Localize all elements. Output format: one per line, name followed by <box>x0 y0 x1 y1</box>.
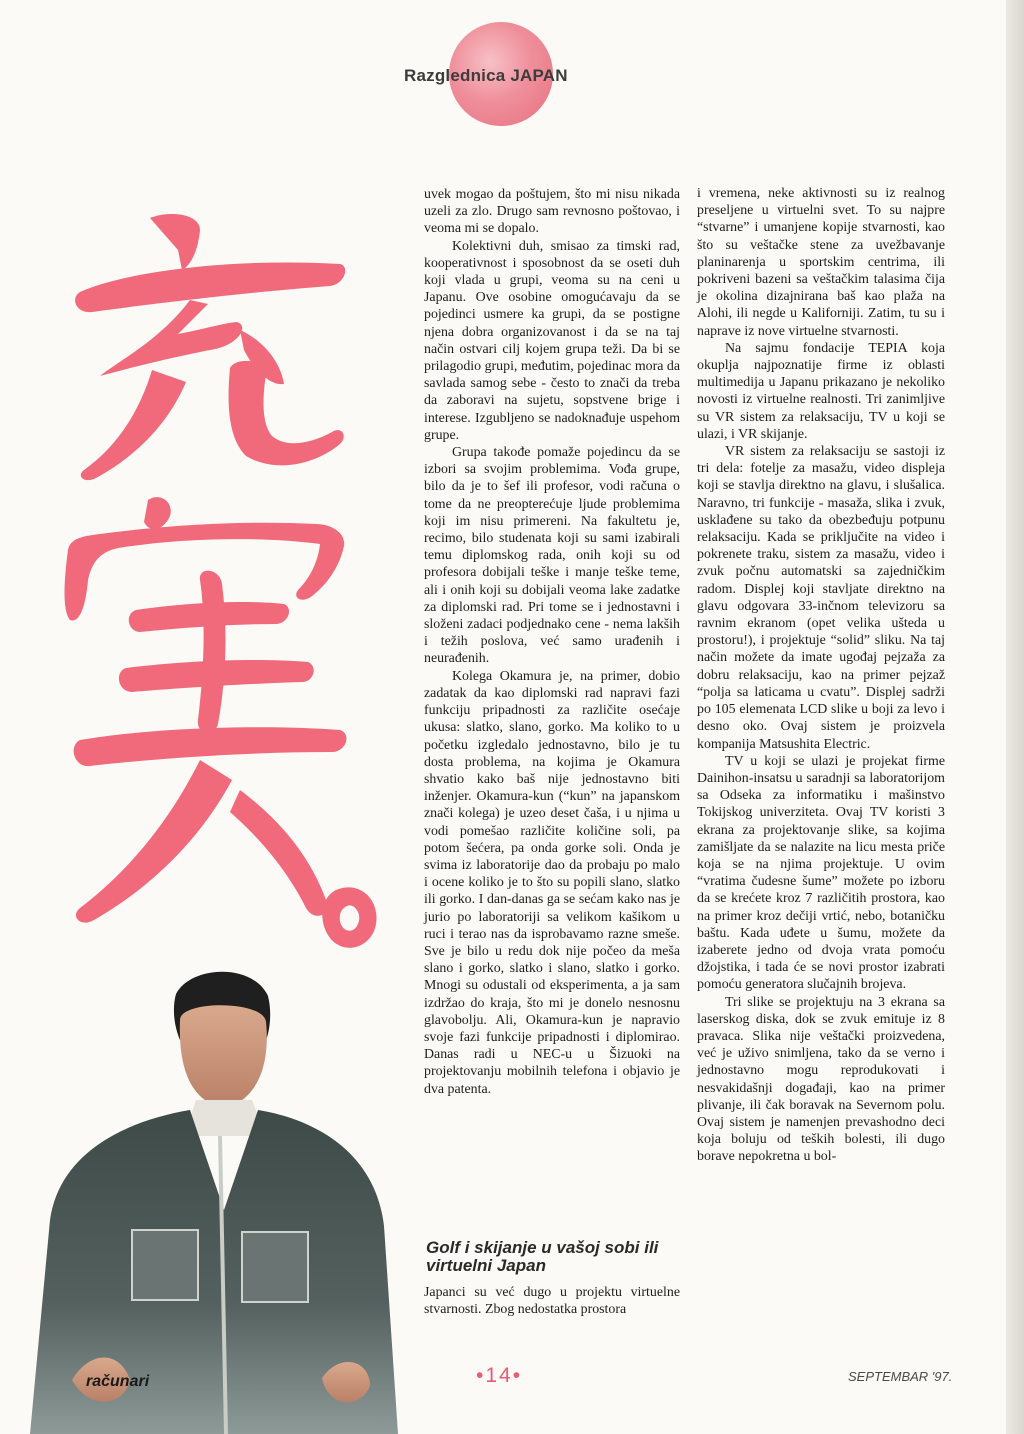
paragraph: VR sistem za relaksaciju se sastoji iz tri dela: fotelje za masažu, video displeja koji se stavlja direktno na glavu, i slušalica. Naravno, tri funkcije - masaža, slika i zvuk, usklađene su tako da obezbeđuju potpunu relaksaciju. Kada se priključite na video i pokrenete traku, sistem za masažu, video i zvuk počnu automatski sa zajedničkim radom. Displej koji stavljate direktno na glavu odgovara 33-inčnom televizoru sa ravnim ekranom (opet velika ušteda u prostoru!), i projektuje “solid” sliku. Na taj način možete da imate ugođaj pejzaža za dobru relaksaciju, kao na primer pejzaž “polja sa laticama u cvatu”. Displej sadrži po 105 elemenata LCD slike u boji za levo i desno oko. Ovaj sistem je proizvela kompanija Matsushita Electric. <box>697 444 945 752</box>
section-header <box>404 66 614 86</box>
magazine-brand-logo: računari <box>86 1373 150 1390</box>
page-number: •14• <box>476 1364 523 1387</box>
paragraph: uvek mogao da poštujem, što mi nisu nikada uzeli za zlo. Drugo sam revnosno poštovao, i veoma mi se dopalo. <box>424 187 680 237</box>
section-header-country: JAPAN <box>510 66 568 85</box>
section-header-prefix: Razglednica <box>404 66 506 85</box>
paragraph: i vremena, neke aktivnosti su iz realnog preseljene u virtuelni svet. To su najpre “stvarne” i umanjene kopije stvarnosti, kao što su veštačke stene za uvežbavanje planinarenja u sportskim centrima, ili pokriveni bazeni sa veštačkim talasima čija je okolina dizajnirana baš kao plaža na Alohi, ili negde u Kaliforniji. Zatim, tu su i naprave iz nove virtuelne stvarnosti. <box>697 186 945 339</box>
paragraph: Kolega Okamura je, na primer, dobio zadatak da kao diplomski rad napravi fazi funkciju pripadnosti za različite osećaje ukusa: slatko, slano, gorko. Ma koliko to u početku izgledalo jednostavno, bilo je tu dosta problema, na kojima je Okamura shvatio kako baš nije jednostavno biti inženjer. Okamura-kun (“kun” na japanskom znači kolega) je uzeo deset čaša, i u njima u vodi pomešao različite količine soli, pa potom šećera, pa onda gorke soli. Onda je svima iz laboratorije dao da probaju po malo i ocene koliko je to što su popili slano, slatko ili gorko. I dan-danas ga se sećam kako nas je jurio po laboratoriji sa velikom kašikom u ruci i terao nas da isprobavamo razne smeše. Sve je bilo u redu dok nije počeo da meša slano i gorko, slatko i slano, slatko i gorko. Mnogi su odustali od eksperimenta, a ja sam izdržao do kraja, što mi je donelo nesnosnu glavobolju. Ali, Okamura-kun je napravio svoje fazi funkcije pripadnosti i diplomirao. Danas radi u NEC-u u Šizuoki na projektovanju mobilnih telefona i objavio je dva patenta. <box>424 668 680 1097</box>
paragraph: TV u koji se ulazi je projekat firme Dainihon-insatsu u saradnji sa laboratorijom sa Odseka za informatiku i mašinstvo Tokijskog univerziteta. Ovaj TV koristi 3 ekrana za projektovanje slike, sa kojima zamišljate da se nalazite na licu mesta priče koja se na njima projektuje. U ovim “vratima čudesne šume” možete po izboru da se krećete kroz 7 različitih prostora, kao na primer kroz dečiji vrtić, nebo, botaničku baštu. Kada uđete u šumu, možete da izaberete jedno od dvoja vrata pomoću džojstika, i tada će se novi prostor izabrati pomoću generatora slučajnih brojeva. <box>697 753 945 993</box>
paragraph: Japanci su već dugo u projektu virtuelne stvarnosti. Zbog nedostatka prostora <box>424 1285 680 1318</box>
article-column-1 <box>424 186 680 1098</box>
subheading: Golf i skijanje u vašoj sobi ili virtuelni Japan <box>426 1238 659 1275</box>
page-edge-shadow <box>1006 0 1024 1434</box>
article-column-1-continued <box>424 1284 680 1318</box>
japanese-calligraphy <box>40 200 380 960</box>
person-photo <box>20 960 400 1434</box>
issue-date: SEPTEMBAR '97. <box>848 1369 953 1384</box>
paragraph: Grupa takođe pomaže pojedincu da se izbori sa svojim problemima. Vođa grupe, bilo da je to šef ili profesor, vodi računa o tome da ne preopterećuje ljude problemima koji im nisu primereni. Na fakultetu je, recimo, bilo studenata koji su sami izabirali temu diplomskog rada, onih koji su od profesora dobijali teške i manje teške teme, ali i onih koji su dobijali veoma lake zadatke za diplomski rad. Pri tome se i jednostavni i složeni zadaci podjednako cene - nema lakših i težih poslova, već samo urađenih i neurađenih. <box>424 445 680 667</box>
paragraph: Tri slike se projektuju na 3 ekrana sa laserskog diska, dok se zvuk emituje iz 8 pravaca. Slika nije veštački proizvedena, već je uživo snimljena, tako da se verno i jednostavno mogu reprodukovati i nesvakidašnji događaji, kao na primer plivanje, ili čak boravak na Severnom polu. Ovaj sistem je namenjen prevashodno deci koja boluju od teških bolesti, ili dugo borave nepokretna u bol- <box>697 994 945 1165</box>
paragraph: Na sajmu fondacije TEPIA koja okuplja najpoznatije firme iz oblasti multimedija u Japanu prikazano je nekoliko novosti iz virtuelne realnosti. Tri zanimljive su VR sistem za relaksaciju, TV u koji se ulazi, i VR skijanje. <box>697 340 945 442</box>
paragraph: Kolektivni duh, smisao za timski rad, kooperativnost i sposobnost da se oseti duh koji vlada u grupi, veoma su na ceni u Japanu. Ove osobine omogućavaju da se pojedinci usmere ka grupi, da se postigne njena dobra organizovanost i da se na taj način ostvari cilj kojem grupa teži. Da bi se prilagodio grupi, međutim, pojedinac mora da savlada samog sebe - često to znači da treba da zaboravi na sujetu, sopstvene brige i interese. Izgubljeno se nadoknađuje uspehom grupe. <box>424 238 680 443</box>
article-column-2 <box>697 185 945 1166</box>
